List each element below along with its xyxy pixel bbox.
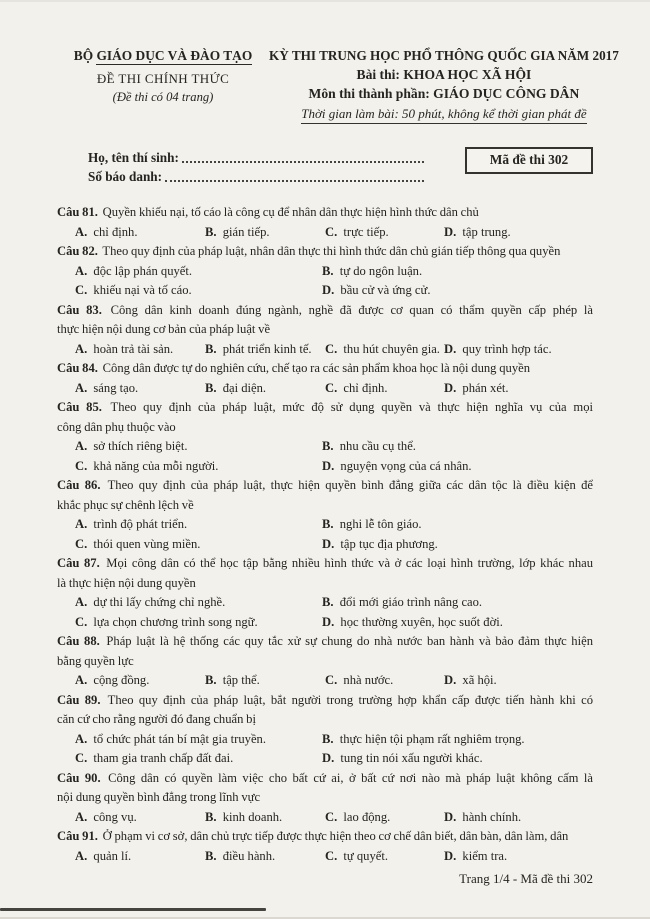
option-letter: C. <box>75 614 88 629</box>
question <box>57 632 593 691</box>
question-stem-text: Công dân có quyền làm việc cho bất cứ ai, ở bất cứ nơi nào mà pháp luật không cấm là <box>108 770 593 785</box>
question-number: Câu 91. <box>57 829 98 843</box>
question-option <box>75 749 322 769</box>
question-option <box>444 379 593 399</box>
option-text: tổ chức phát tán bí mật gia truyền. <box>93 731 266 746</box>
option-letter: D. <box>444 341 457 356</box>
question-option <box>75 593 322 613</box>
option-letter: A. <box>75 341 88 356</box>
question-stem-text: Công dân kinh doanh đúng ngành, nghề đã được cơ quan có thẩm quyền cấp phép là <box>110 302 594 317</box>
option-text: công vụ. <box>93 809 137 824</box>
question-stem-line <box>57 398 593 418</box>
option-letter: D. <box>322 458 335 473</box>
question-option <box>205 340 325 360</box>
option-letter: D. <box>322 283 335 297</box>
option-text: học thường xuyên, học suốt đời. <box>340 614 503 629</box>
option-letter: D. <box>444 224 457 239</box>
question-stem-line <box>57 788 593 808</box>
question-stem-line <box>57 320 593 340</box>
question-options <box>57 223 593 243</box>
option-letter: A. <box>75 439 88 453</box>
question-options <box>57 379 593 399</box>
option-letter: A. <box>75 224 88 239</box>
option-text: dự thi lấy chứng chỉ nghề. <box>93 595 226 609</box>
option-letter: B. <box>322 595 334 609</box>
question-stem-line <box>57 554 593 574</box>
question-stem-text: Theo quy định của pháp luật, mức độ sử dụng quyền và thực hiện nghĩa vụ của mọi <box>110 400 593 414</box>
option-letter: A. <box>75 380 88 395</box>
option-text: bầu cử và ứng cử. <box>340 283 431 297</box>
option-letter: B. <box>322 439 334 453</box>
option-letter: A. <box>75 809 88 824</box>
option-letter: A. <box>75 517 88 531</box>
question-stem-text: Pháp luật là hệ thống các quy tắc xử sự chung do nhà nước ban hành và bảo đảm thực hiện <box>106 634 593 648</box>
option-text: phán xét. <box>462 380 509 395</box>
question-stem-text: Theo quy định của pháp luật, bắt người trong trường hợp khẩn cấp được tiến hành khi có <box>107 692 593 707</box>
pages-note: (Đề thi có 04 trang) <box>112 90 214 104</box>
question-options <box>57 593 593 632</box>
question-stem-line <box>57 203 593 223</box>
question-stem-line <box>57 301 593 321</box>
option-letter: D. <box>444 673 457 687</box>
option-text: khả năng của mỗi người. <box>93 458 219 473</box>
exam-duration <box>269 106 619 122</box>
question-stem-text: là thực hiện nội dung quyền <box>57 575 196 590</box>
question-stem-line <box>57 710 593 730</box>
option-text: trình độ phát triển. <box>93 517 188 531</box>
question-option <box>325 340 444 360</box>
question-number: Câu 82. <box>57 244 98 258</box>
option-letter: C. <box>325 673 338 687</box>
question-stem-line <box>57 242 593 262</box>
option-text: lao động. <box>343 809 391 824</box>
option-letter: D. <box>322 751 335 765</box>
question-stem-text: bằng quyền lực <box>57 653 134 668</box>
option-text: tự do ngôn luận. <box>339 263 423 278</box>
option-text: tham gia tranh chấp đất đai. <box>93 751 234 765</box>
option-letter: B. <box>205 673 217 687</box>
header-left-block <box>57 48 269 122</box>
option-letter: D. <box>444 809 457 824</box>
question-options <box>57 340 593 360</box>
option-letter: B. <box>205 341 217 356</box>
option-letter: A. <box>75 673 88 687</box>
question <box>57 359 593 398</box>
question-option <box>205 223 325 243</box>
question <box>57 301 593 360</box>
option-letter: C. <box>325 341 338 356</box>
question-option <box>75 808 205 828</box>
option-letter: D. <box>322 536 335 551</box>
option-text: tập thể. <box>222 673 260 687</box>
question-option <box>205 847 325 867</box>
option-text: chỉ định. <box>93 224 138 239</box>
question-stem-line <box>57 652 593 672</box>
option-letter: D. <box>444 848 457 863</box>
question-stem-text: khắc phục sự chênh lệch về <box>57 497 194 512</box>
question-option <box>444 808 593 828</box>
question-option <box>75 515 322 535</box>
question-stem-text: Quyền khiếu nại, tố cáo là công cụ để nhân dân thực hiện hình thức dân chủ <box>102 205 479 219</box>
question-option <box>75 340 205 360</box>
question-option <box>322 262 593 282</box>
question-stem-text: thực hiện nội dung cơ bản của pháp luật về <box>57 322 271 336</box>
question-option <box>444 223 593 243</box>
option-letter: A. <box>75 731 88 746</box>
option-text: nguyện vọng của cá nhân. <box>340 458 472 473</box>
question-number: Câu 86. <box>57 478 101 492</box>
question-stem-line <box>57 769 593 789</box>
question-option <box>75 535 322 555</box>
question-option <box>75 281 322 301</box>
question <box>57 476 593 554</box>
question-option <box>75 379 205 399</box>
option-text: hành chính. <box>462 809 522 824</box>
question-option <box>75 262 322 282</box>
header-right-block <box>269 48 619 122</box>
option-letter: A. <box>75 848 88 863</box>
question-options <box>57 515 593 554</box>
question-option <box>325 223 444 243</box>
question-stem-text: nội dung quyền bình đẳng trong lĩnh vực <box>57 790 261 804</box>
question-option <box>325 808 444 828</box>
option-text: nhu cầu cụ thể. <box>339 439 416 453</box>
question-number: Câu 83. <box>57 302 102 317</box>
questions-list <box>57 203 593 866</box>
question-option <box>322 749 593 769</box>
option-letter: C. <box>325 224 338 239</box>
option-text: tập trung. <box>462 224 511 239</box>
option-text: sở thích riêng biệt. <box>93 439 188 453</box>
option-letter: B. <box>322 263 334 278</box>
official-exam-label: ĐỀ THI CHÍNH THỨC <box>96 71 230 86</box>
option-letter: B. <box>322 731 334 746</box>
question-stem-line <box>57 574 593 594</box>
question-option <box>325 379 444 399</box>
option-letter: C. <box>75 458 88 473</box>
option-text: nhà nước. <box>343 673 394 687</box>
option-text: sáng tạo. <box>93 380 139 395</box>
question-options <box>57 808 593 828</box>
option-text: điều hành. <box>222 848 276 863</box>
question <box>57 554 593 632</box>
option-letter: B. <box>205 380 217 395</box>
candidate-name-field <box>182 161 424 163</box>
option-text: tung tin nói xấu người khác. <box>340 751 483 765</box>
option-text: tự quyết. <box>343 848 389 863</box>
exam-header <box>57 48 619 122</box>
option-text: gián tiếp. <box>222 224 270 239</box>
question <box>57 827 593 866</box>
question <box>57 691 593 769</box>
option-letter: C. <box>75 751 88 765</box>
question-option <box>322 613 593 633</box>
question-number: Câu 81. <box>57 205 98 219</box>
question-stem-line <box>57 476 593 496</box>
option-text: hoàn trả tài sản. <box>93 341 174 356</box>
question-number: Câu 87. <box>57 556 100 570</box>
candidate-name-line <box>88 147 424 166</box>
option-text: xã hội. <box>462 673 497 687</box>
option-text: quản lí. <box>93 848 132 863</box>
question-stem-text: Theo quy định của pháp luật, nhân dân thực thi hình thức dân chủ gián tiếp thông qua quyền <box>102 244 561 258</box>
question <box>57 769 593 828</box>
option-text: nghi lễ tôn giáo. <box>339 517 422 531</box>
option-letter: C. <box>75 283 88 297</box>
question-number: Câu 85. <box>57 400 102 414</box>
option-letter: B. <box>322 517 334 531</box>
candidate-name-label: Họ, tên thí sinh: <box>88 150 179 165</box>
option-text: phát triển kinh tế. <box>222 341 312 356</box>
question-stem-line <box>57 359 593 379</box>
candidate-id-label: Số báo danh: <box>88 169 163 184</box>
option-letter: B. <box>205 848 217 863</box>
ministry-rest: GIÁO DỤC VÀ ĐÀO TẠO <box>96 48 253 63</box>
candidate-id-field <box>165 180 424 182</box>
question-stem-line <box>57 827 593 847</box>
option-text: lựa chọn chương trình song ngữ. <box>93 614 258 629</box>
question-option <box>75 847 205 867</box>
question <box>57 398 593 476</box>
question-options <box>57 671 593 691</box>
exam-title: KỲ THI TRUNG HỌC PHỔ THÔNG QUỐC GIA NĂM 2017 <box>269 48 619 63</box>
question-option <box>322 535 593 555</box>
question-stem-text: căn cứ cho rằng người đó đang chuẩn bị <box>57 712 256 726</box>
option-text: trực tiếp. <box>343 224 389 239</box>
candidate-id-line <box>88 166 424 185</box>
option-text: tập tục địa phương. <box>340 536 438 551</box>
candidate-section <box>88 147 593 185</box>
question-option <box>322 730 593 750</box>
question-stem-line <box>57 691 593 711</box>
question-option <box>75 437 322 457</box>
candidate-lines <box>88 147 424 185</box>
question-number: Câu 90. <box>57 770 101 785</box>
question <box>57 242 593 301</box>
question-option <box>325 847 444 867</box>
option-text: thu hút chuyên gia. <box>343 341 440 356</box>
option-text: chỉ định. <box>343 380 388 395</box>
question-stem-text: Công dân được tự do nghiên cứu, chế tạo ra các sản phẩm khoa học là nội dung quyền <box>102 361 531 375</box>
question-options <box>57 437 593 476</box>
page-footer: Trang 1/4 - Mã đề thi 302 <box>459 871 593 886</box>
option-text: độc lập phán quyết. <box>93 263 193 278</box>
option-letter: B. <box>205 224 217 239</box>
exam-subject-group: Bài thi: KHOA HỌC XÃ HỘI <box>356 67 532 82</box>
question-stem-text: Theo quy định của pháp luật, thực hiện quyền bình đẳng giữa các dân tộc là điều kiện để <box>107 478 593 492</box>
option-letter: A. <box>75 263 88 278</box>
exam-duration-text: Thời gian làm bài: 50 phút, không kể thời gian phát đề <box>301 106 586 124</box>
question-option <box>322 457 593 477</box>
option-letter: C. <box>75 536 88 551</box>
question-number: Câu 88. <box>57 634 100 648</box>
question-stem-line <box>57 496 593 516</box>
question-option <box>75 613 322 633</box>
option-text: khiếu nại và tố cáo. <box>93 283 192 297</box>
question-option <box>322 593 593 613</box>
question-stem-line <box>57 632 593 652</box>
question-stem-text: Ở phạm vi cơ sở, dân chủ trực tiếp được thực hiện theo cơ chế dân biết, dân bàn, dân làm, dân <box>102 829 569 843</box>
question-number: Câu 89. <box>57 692 101 707</box>
ministry-prefix: BỘ <box>73 48 94 63</box>
question-option <box>205 379 325 399</box>
scan-artifact-line <box>0 908 266 911</box>
ministry-name <box>57 48 269 64</box>
option-text: thực hiện tội phạm rất nghiêm trọng. <box>339 731 525 746</box>
question-options <box>57 847 593 867</box>
option-text: cộng đồng. <box>93 673 150 687</box>
question-option <box>444 340 593 360</box>
option-text: kinh doanh. <box>222 809 283 824</box>
question-option <box>444 671 593 691</box>
question-option <box>325 671 444 691</box>
question-option <box>444 847 593 867</box>
option-letter: C. <box>325 380 338 395</box>
question-options <box>57 730 593 769</box>
question-option <box>205 808 325 828</box>
option-text: đại diện. <box>222 380 267 395</box>
question-stem-line <box>57 418 593 438</box>
option-letter: C. <box>325 848 338 863</box>
option-letter: A. <box>75 595 88 609</box>
option-text: thói quen vùng miền. <box>93 536 201 551</box>
option-letter: D. <box>444 380 457 395</box>
question-option <box>75 730 322 750</box>
question-option <box>322 437 593 457</box>
question <box>57 203 593 242</box>
question-stem-text: Mọi công dân có thể học tập bằng nhiều hình thức và ở các loại hình trường, lớp khác nhau <box>106 556 594 570</box>
exam-code-box: Mã đề thi 302 <box>465 147 593 174</box>
option-text: đổi mới giáo trình nâng cao. <box>339 595 483 609</box>
question-option <box>322 515 593 535</box>
question-option <box>205 671 325 691</box>
option-letter: B. <box>205 809 217 824</box>
question-options <box>57 262 593 301</box>
question-option <box>75 223 205 243</box>
exam-component: Môn thi thành phần: GIÁO DỤC CÔNG DÂN <box>308 86 580 101</box>
question-stem-text: công dân phụ thuộc vào <box>57 419 176 434</box>
option-letter: D. <box>322 614 335 629</box>
option-text: quy trình hợp tác. <box>462 341 552 356</box>
option-text: kiểm tra. <box>462 848 508 863</box>
option-letter: C. <box>325 809 338 824</box>
question-option <box>75 457 322 477</box>
question-option <box>322 281 593 301</box>
question-number: Câu 84. <box>57 361 98 375</box>
question-option <box>75 671 205 691</box>
